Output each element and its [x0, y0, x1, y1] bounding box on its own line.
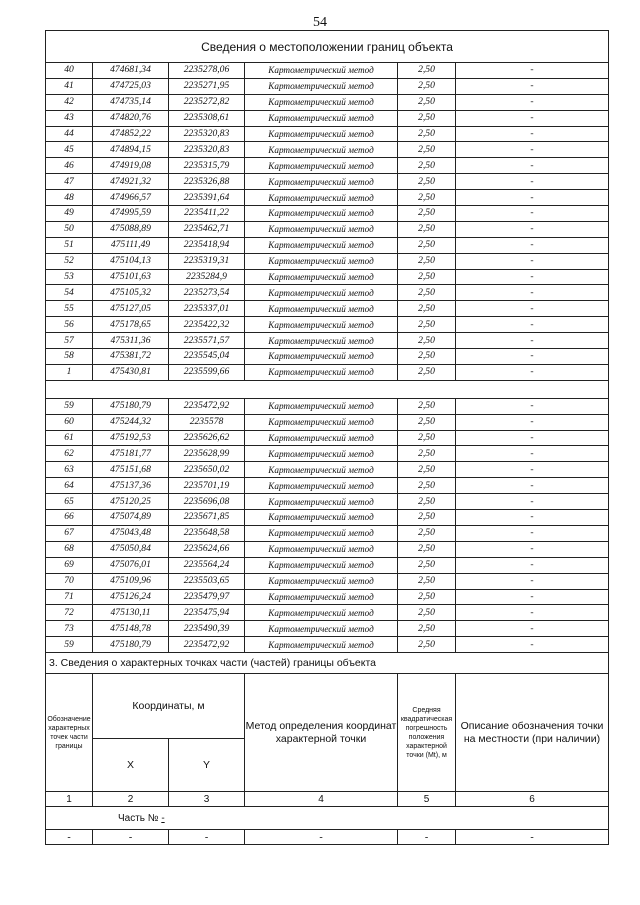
- point-number-cell: 65: [46, 494, 93, 510]
- page-number: 54: [313, 15, 327, 30]
- x-coordinate-cell: 475381,72: [93, 349, 169, 365]
- method-cell: Картометрический метод: [245, 333, 398, 349]
- table-row: [46, 317, 609, 333]
- point-number-cell: 69: [46, 557, 93, 573]
- description-cell: -: [456, 510, 609, 526]
- description-cell: -: [456, 269, 609, 285]
- error-cell: 2,50: [398, 94, 456, 110]
- y-coordinate-cell: 2235648,58: [169, 525, 245, 541]
- description-cell: -: [456, 573, 609, 589]
- point-number-cell: 47: [46, 174, 93, 190]
- table-row: [46, 206, 609, 222]
- table-row: [46, 158, 609, 174]
- point-number-cell: 50: [46, 221, 93, 237]
- part-row: [46, 807, 609, 830]
- point-number-cell: 71: [46, 589, 93, 605]
- section3-heading-row: [46, 653, 609, 674]
- y-coordinate-cell: 2235308,61: [169, 110, 245, 126]
- x-coordinate-cell: 474921,32: [93, 174, 169, 190]
- error-cell: 2,50: [398, 174, 456, 190]
- table-row: [46, 285, 609, 301]
- description-cell: -: [456, 63, 609, 79]
- error-cell: 2,50: [398, 398, 456, 414]
- error-cell: 2,50: [398, 525, 456, 541]
- table-cell: -: [46, 830, 93, 845]
- description-cell: -: [456, 237, 609, 253]
- y-coordinate-cell: 2235278,06: [169, 63, 245, 79]
- description-cell: -: [456, 637, 609, 653]
- rows-group-a: [46, 63, 609, 381]
- x-coordinate-cell: 475104,13: [93, 253, 169, 269]
- y-coordinate-cell: 2235462,71: [169, 221, 245, 237]
- x-coordinate-cell: 475126,24: [93, 589, 169, 605]
- error-cell: 2,50: [398, 126, 456, 142]
- description-cell: -: [456, 190, 609, 206]
- description-cell: -: [456, 589, 609, 605]
- x-coordinate-cell: 475180,79: [93, 637, 169, 653]
- description-cell: -: [456, 446, 609, 462]
- table-row: [46, 621, 609, 637]
- y-coordinate-cell: 2235571,57: [169, 333, 245, 349]
- method-cell: Картометрический метод: [245, 110, 398, 126]
- table-row: [46, 301, 609, 317]
- x-coordinate-cell: 475192,53: [93, 430, 169, 446]
- error-cell: 2,50: [398, 589, 456, 605]
- y-coordinate-cell: 2235650,02: [169, 462, 245, 478]
- x-coordinate-cell: 475151,68: [93, 462, 169, 478]
- table-cell: -: [398, 830, 456, 845]
- description-cell: -: [456, 206, 609, 222]
- column-number: 2: [93, 792, 169, 807]
- table-row: [46, 333, 609, 349]
- x-coordinate-cell: 475137,36: [93, 478, 169, 494]
- table-row: [46, 510, 609, 526]
- y-coordinate-cell: 2235490,39: [169, 621, 245, 637]
- header-designation: Обозначение характерных точек части границы: [46, 674, 93, 792]
- y-coordinate-cell: 2235472,92: [169, 398, 245, 414]
- y-coordinate-cell: 2235564,24: [169, 557, 245, 573]
- separator-cell: [46, 380, 609, 398]
- method-cell: Картометрический метод: [245, 398, 398, 414]
- table-row: [46, 462, 609, 478]
- error-cell: 2,50: [398, 190, 456, 206]
- method-cell: Картометрический метод: [245, 190, 398, 206]
- point-number-cell: 49: [46, 206, 93, 222]
- x-coordinate-cell: 475076,01: [93, 557, 169, 573]
- header-method: Метод определения координат характерной точки: [245, 674, 398, 792]
- table-row: [46, 557, 609, 573]
- x-coordinate-cell: 475244,32: [93, 414, 169, 430]
- error-cell: 2,50: [398, 142, 456, 158]
- method-cell: Картометрический метод: [245, 414, 398, 430]
- y-coordinate-cell: 2235271,95: [169, 78, 245, 94]
- point-number-cell: 66: [46, 510, 93, 526]
- x-coordinate-cell: 475043,48: [93, 525, 169, 541]
- point-number-cell: 73: [46, 621, 93, 637]
- method-cell: Картометрический метод: [245, 94, 398, 110]
- table-row: [46, 349, 609, 365]
- x-coordinate-cell: 474820,76: [93, 110, 169, 126]
- y-coordinate-cell: 2235418,94: [169, 237, 245, 253]
- x-coordinate-cell: 475181,77: [93, 446, 169, 462]
- x-coordinate-cell: 474966,57: [93, 190, 169, 206]
- header-coordinates: Координаты, м: [93, 674, 245, 739]
- point-number-cell: 59: [46, 398, 93, 414]
- table-row: [46, 364, 609, 380]
- description-cell: -: [456, 462, 609, 478]
- point-number-cell: 43: [46, 110, 93, 126]
- method-cell: Картометрический метод: [245, 142, 398, 158]
- method-cell: Картометрический метод: [245, 462, 398, 478]
- point-number-cell: 67: [46, 525, 93, 541]
- point-number-cell: 55: [46, 301, 93, 317]
- y-coordinate-cell: 2235315,79: [169, 158, 245, 174]
- x-coordinate-cell: 474894,15: [93, 142, 169, 158]
- table-row: [46, 398, 609, 414]
- section3-header-row-1: [46, 674, 609, 739]
- y-coordinate-cell: 2235326,88: [169, 174, 245, 190]
- x-coordinate-cell: 475050,84: [93, 541, 169, 557]
- error-cell: 2,50: [398, 364, 456, 380]
- table-row: [46, 573, 609, 589]
- method-cell: Картометрический метод: [245, 525, 398, 541]
- description-cell: -: [456, 478, 609, 494]
- x-coordinate-cell: 475178,65: [93, 317, 169, 333]
- error-cell: 2,50: [398, 605, 456, 621]
- error-cell: 2,50: [398, 301, 456, 317]
- point-number-cell: 70: [46, 573, 93, 589]
- x-coordinate-cell: 475101,63: [93, 269, 169, 285]
- table-row: [46, 190, 609, 206]
- point-number-cell: 1: [46, 364, 93, 380]
- table-row: [46, 478, 609, 494]
- description-cell: -: [456, 349, 609, 365]
- y-coordinate-cell: 2235626,62: [169, 430, 245, 446]
- table-row: [46, 221, 609, 237]
- point-number-cell: 46: [46, 158, 93, 174]
- error-cell: 2,50: [398, 430, 456, 446]
- table-cell: -: [456, 830, 609, 845]
- x-coordinate-cell: 475105,32: [93, 285, 169, 301]
- point-number-cell: 68: [46, 541, 93, 557]
- point-number-cell: 59: [46, 637, 93, 653]
- description-cell: -: [456, 333, 609, 349]
- x-coordinate-cell: 474852,22: [93, 126, 169, 142]
- description-cell: -: [456, 525, 609, 541]
- x-coordinate-cell: 475130,11: [93, 605, 169, 621]
- error-cell: 2,50: [398, 269, 456, 285]
- description-cell: -: [456, 398, 609, 414]
- error-cell: 2,50: [398, 253, 456, 269]
- point-number-cell: 64: [46, 478, 93, 494]
- table-row: [46, 126, 609, 142]
- x-coordinate-cell: 475430,81: [93, 364, 169, 380]
- error-cell: 2,50: [398, 237, 456, 253]
- table-row: [46, 541, 609, 557]
- method-cell: Картометрический метод: [245, 494, 398, 510]
- description-cell: -: [456, 110, 609, 126]
- table-row: [46, 78, 609, 94]
- point-number-cell: 72: [46, 605, 93, 621]
- method-cell: Картометрический метод: [245, 206, 398, 222]
- header-error: Средняя квадратическая погрешность положения характерной точки (Мt), м: [398, 674, 456, 792]
- point-number-cell: 53: [46, 269, 93, 285]
- description-cell: -: [456, 541, 609, 557]
- column-number: 1: [46, 792, 93, 807]
- description-cell: -: [456, 557, 609, 573]
- x-coordinate-cell: 475311,36: [93, 333, 169, 349]
- y-coordinate-cell: 2235503,65: [169, 573, 245, 589]
- table-cell: -: [245, 830, 398, 845]
- method-cell: Картометрический метод: [245, 174, 398, 190]
- method-cell: Картометрический метод: [245, 364, 398, 380]
- section-title-row: [46, 31, 609, 63]
- header-description: Описание обозначения точки на местности (при наличии): [456, 674, 609, 792]
- y-coordinate-cell: 2235671,85: [169, 510, 245, 526]
- table-row: [46, 830, 609, 845]
- column-numbers-row: [46, 792, 609, 807]
- separator-row: [46, 380, 609, 398]
- point-number-cell: 56: [46, 317, 93, 333]
- point-number-cell: 61: [46, 430, 93, 446]
- error-cell: 2,50: [398, 206, 456, 222]
- point-number-cell: 51: [46, 237, 93, 253]
- method-cell: Картометрический метод: [245, 510, 398, 526]
- point-number-cell: 62: [46, 446, 93, 462]
- y-coordinate-cell: 2235628,99: [169, 446, 245, 462]
- error-cell: 2,50: [398, 446, 456, 462]
- part-value: -: [161, 812, 165, 824]
- boundary-table: [45, 30, 609, 845]
- table-row: [46, 430, 609, 446]
- method-cell: Картометрический метод: [245, 430, 398, 446]
- description-cell: -: [456, 301, 609, 317]
- table-cell: -: [93, 830, 169, 845]
- point-number-cell: 48: [46, 190, 93, 206]
- method-cell: Картометрический метод: [245, 446, 398, 462]
- description-cell: -: [456, 253, 609, 269]
- method-cell: Картометрический метод: [245, 573, 398, 589]
- y-coordinate-cell: 2235479,97: [169, 589, 245, 605]
- y-coordinate-cell: 2235599,66: [169, 364, 245, 380]
- error-cell: 2,50: [398, 494, 456, 510]
- header-y: Y: [169, 739, 245, 792]
- x-coordinate-cell: 475180,79: [93, 398, 169, 414]
- error-cell: 2,50: [398, 462, 456, 478]
- method-cell: Картометрический метод: [245, 605, 398, 621]
- part-label: Часть №: [118, 812, 159, 824]
- description-cell: -: [456, 494, 609, 510]
- method-cell: Картометрический метод: [245, 621, 398, 637]
- y-coordinate-cell: 2235701,19: [169, 478, 245, 494]
- y-coordinate-cell: 2235391,64: [169, 190, 245, 206]
- y-coordinate-cell: 2235696,08: [169, 494, 245, 510]
- description-cell: -: [456, 317, 609, 333]
- table-cell: -: [169, 830, 245, 845]
- method-cell: Картометрический метод: [245, 63, 398, 79]
- method-cell: Картометрический метод: [245, 557, 398, 573]
- table-row: [46, 605, 609, 621]
- error-cell: 2,50: [398, 317, 456, 333]
- table-row: [46, 589, 609, 605]
- column-number: 4: [245, 792, 398, 807]
- y-coordinate-cell: 2235337,01: [169, 301, 245, 317]
- description-cell: -: [456, 94, 609, 110]
- y-coordinate-cell: 2235475,94: [169, 605, 245, 621]
- error-cell: 2,50: [398, 621, 456, 637]
- point-number-cell: 45: [46, 142, 93, 158]
- description-cell: -: [456, 221, 609, 237]
- point-number-cell: 54: [46, 285, 93, 301]
- y-coordinate-cell: 2235545,04: [169, 349, 245, 365]
- error-cell: 2,50: [398, 158, 456, 174]
- x-coordinate-cell: 474995,59: [93, 206, 169, 222]
- error-cell: 2,50: [398, 414, 456, 430]
- error-cell: 2,50: [398, 221, 456, 237]
- error-cell: 2,50: [398, 557, 456, 573]
- description-cell: -: [456, 414, 609, 430]
- method-cell: Картометрический метод: [245, 126, 398, 142]
- y-coordinate-cell: 2235319,31: [169, 253, 245, 269]
- y-coordinate-cell: 2235472,92: [169, 637, 245, 653]
- x-coordinate-cell: 474919,08: [93, 158, 169, 174]
- description-cell: -: [456, 78, 609, 94]
- point-number-cell: 57: [46, 333, 93, 349]
- point-number-cell: 42: [46, 94, 93, 110]
- column-number: 6: [456, 792, 609, 807]
- description-cell: -: [456, 364, 609, 380]
- header-x: X: [93, 739, 169, 792]
- method-cell: Картометрический метод: [245, 237, 398, 253]
- table-row: [46, 414, 609, 430]
- method-cell: Картометрический метод: [245, 285, 398, 301]
- table-row: [46, 253, 609, 269]
- column-number: 5: [398, 792, 456, 807]
- y-coordinate-cell: 2235320,83: [169, 126, 245, 142]
- description-cell: -: [456, 285, 609, 301]
- x-coordinate-cell: 475111,49: [93, 237, 169, 253]
- error-cell: 2,50: [398, 110, 456, 126]
- table-row: [46, 525, 609, 541]
- point-number-cell: 44: [46, 126, 93, 142]
- table-row: [46, 637, 609, 653]
- error-cell: 2,50: [398, 78, 456, 94]
- x-coordinate-cell: 475148,78: [93, 621, 169, 637]
- part-cell: [46, 807, 609, 830]
- boundary-sheet: [45, 30, 608, 845]
- section3-group: [46, 653, 609, 845]
- error-cell: 2,50: [398, 510, 456, 526]
- y-coordinate-cell: 2235422,32: [169, 317, 245, 333]
- method-cell: Картометрический метод: [245, 301, 398, 317]
- method-cell: Картометрический метод: [245, 541, 398, 557]
- description-cell: -: [456, 126, 609, 142]
- column-number: 3: [169, 792, 245, 807]
- error-cell: 2,50: [398, 333, 456, 349]
- method-cell: Картометрический метод: [245, 78, 398, 94]
- error-cell: 2,50: [398, 63, 456, 79]
- gap-group: [46, 380, 609, 398]
- error-cell: 2,50: [398, 478, 456, 494]
- table-row: [46, 446, 609, 462]
- point-number-cell: 52: [46, 253, 93, 269]
- description-cell: -: [456, 430, 609, 446]
- method-cell: Картометрический метод: [245, 637, 398, 653]
- table-row: [46, 142, 609, 158]
- y-coordinate-cell: 2235320,83: [169, 142, 245, 158]
- y-coordinate-cell: 2235578: [169, 414, 245, 430]
- method-cell: Картометрический метод: [245, 478, 398, 494]
- description-cell: -: [456, 142, 609, 158]
- error-cell: 2,50: [398, 541, 456, 557]
- section3-heading: 3. Сведения о характерных точках части (частей) границы объекта: [46, 653, 609, 674]
- point-number-cell: 41: [46, 78, 93, 94]
- error-cell: 2,50: [398, 637, 456, 653]
- x-coordinate-cell: 475074,89: [93, 510, 169, 526]
- method-cell: Картометрический метод: [245, 349, 398, 365]
- point-number-cell: 58: [46, 349, 93, 365]
- error-cell: 2,50: [398, 573, 456, 589]
- table-row: [46, 174, 609, 190]
- description-cell: -: [456, 174, 609, 190]
- method-cell: Картометрический метод: [245, 589, 398, 605]
- method-cell: Картометрический метод: [245, 158, 398, 174]
- x-coordinate-cell: 475088,89: [93, 221, 169, 237]
- method-cell: Картометрический метод: [245, 269, 398, 285]
- error-cell: 2,50: [398, 285, 456, 301]
- x-coordinate-cell: 475120,25: [93, 494, 169, 510]
- table-row: [46, 237, 609, 253]
- table-row: [46, 494, 609, 510]
- method-cell: Картометрический метод: [245, 317, 398, 333]
- y-coordinate-cell: 2235411,22: [169, 206, 245, 222]
- table-row: [46, 63, 609, 79]
- point-number-cell: 63: [46, 462, 93, 478]
- description-cell: -: [456, 621, 609, 637]
- table-row: [46, 94, 609, 110]
- error-cell: 2,50: [398, 349, 456, 365]
- rows-group-b: [46, 398, 609, 652]
- description-cell: -: [456, 158, 609, 174]
- point-number-cell: 60: [46, 414, 93, 430]
- x-coordinate-cell: 474735,14: [93, 94, 169, 110]
- x-coordinate-cell: 475109,96: [93, 573, 169, 589]
- table-row: [46, 110, 609, 126]
- point-number-cell: 40: [46, 63, 93, 79]
- description-cell: -: [456, 605, 609, 621]
- table-row: [46, 269, 609, 285]
- y-coordinate-cell: 2235624,66: [169, 541, 245, 557]
- method-cell: Картометрический метод: [245, 253, 398, 269]
- method-cell: Картометрический метод: [245, 221, 398, 237]
- y-coordinate-cell: 2235284,9: [169, 269, 245, 285]
- x-coordinate-cell: 474725,03: [93, 78, 169, 94]
- y-coordinate-cell: 2235272,82: [169, 94, 245, 110]
- y-coordinate-cell: 2235273,54: [169, 285, 245, 301]
- x-coordinate-cell: 474681,34: [93, 63, 169, 79]
- x-coordinate-cell: 475127,05: [93, 301, 169, 317]
- section-title: Сведения о местоположении границ объекта: [46, 31, 609, 63]
